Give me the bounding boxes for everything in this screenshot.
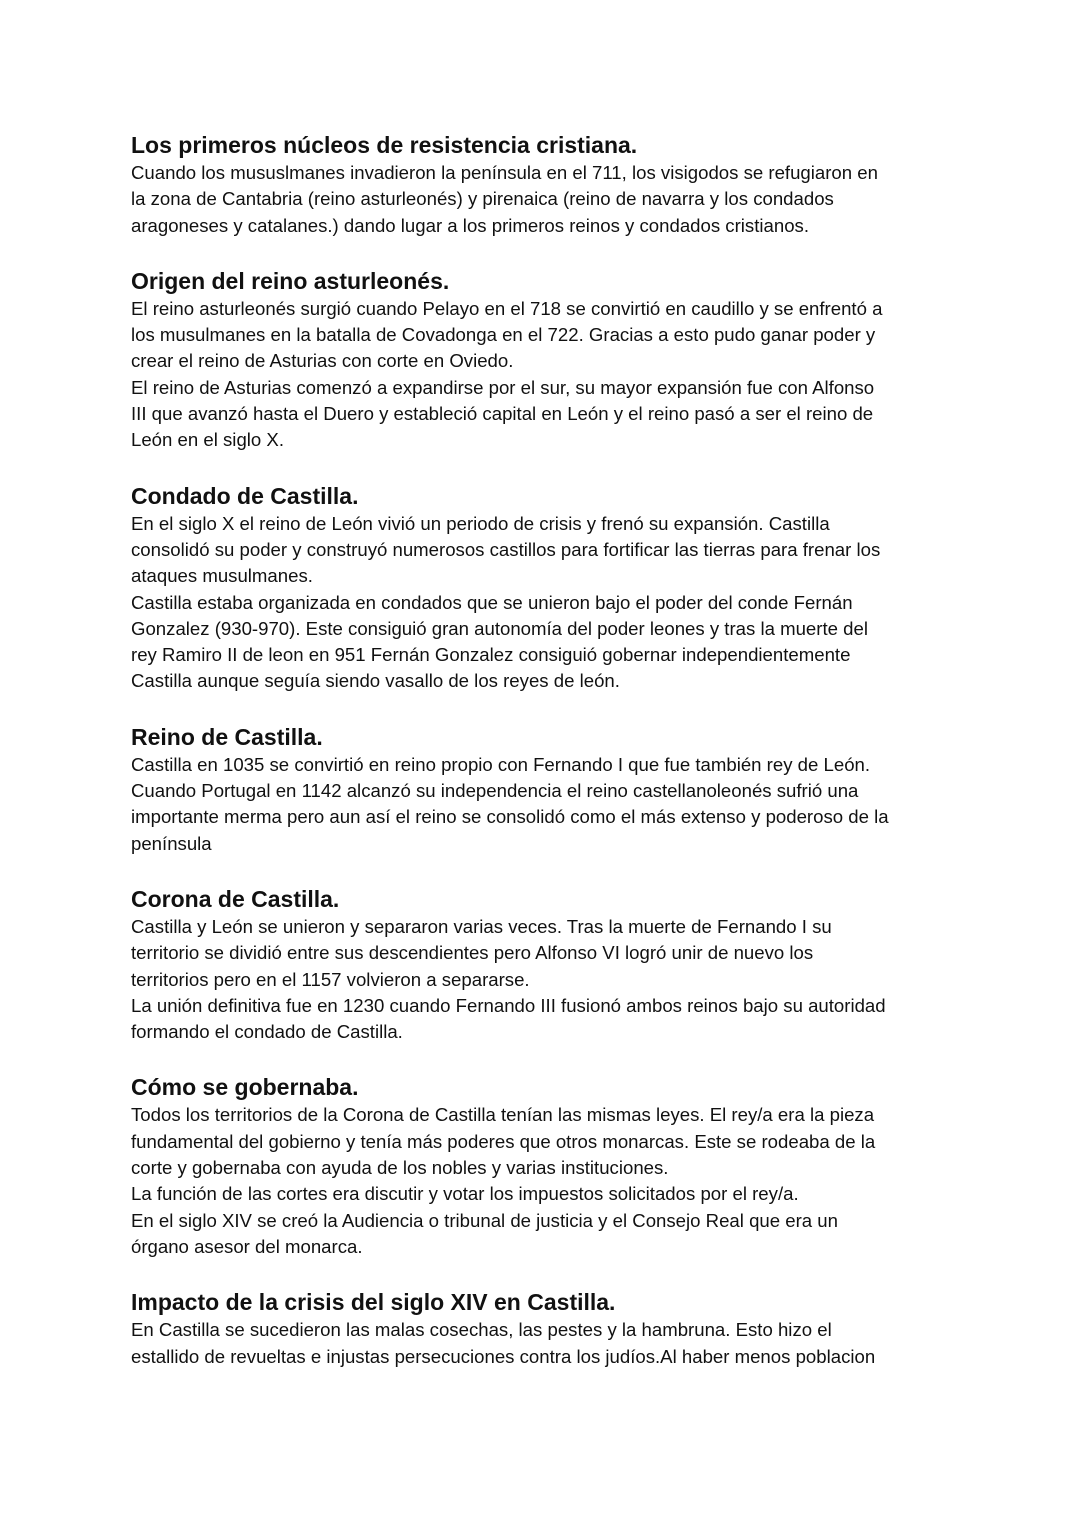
section [131, 481, 961, 695]
section [131, 266, 961, 454]
text-line: En el siglo X el reino de León vivió un periodo de crisis y frenó su expansión. Castilla [131, 512, 830, 534]
section-heading: Reino de Castilla. [131, 723, 323, 750]
text-line: territorio se dividió entre sus descendientes pero Alfonso VI logró unir de nuevo los [131, 942, 814, 964]
section-heading: Condado de Castilla. [131, 482, 359, 509]
paragraph [131, 914, 961, 993]
text-line: los musulmanes en la batalla de Covadonga en el 722. Gracias a esto pudo ganar poder y [131, 324, 876, 346]
text-line: En el siglo XIV se creó la Audiencia o tribunal de justicia y el Consejo Real que era un [131, 1209, 838, 1231]
text-line: Todos los territorios de la Corona de Castilla tenían las mismas leyes. El rey/a era la pieza [131, 1104, 875, 1126]
paragraph [131, 160, 961, 239]
section [131, 722, 961, 857]
text-line: La unión definitiva fue en 1230 cuando Fernando III fusionó ambos reinos bajo su autoridad [131, 994, 886, 1016]
section [131, 130, 961, 239]
text-line: Castilla en 1035 se convirtió en reino propio con Fernando I que fue también rey de León. [131, 753, 871, 775]
text-line: formando el condado de Castilla. [131, 1021, 403, 1043]
text-line: León en el siglo X. [131, 429, 284, 451]
text-line: órgano asesor del monarca. [131, 1235, 363, 1257]
paragraph [131, 1102, 961, 1181]
text-line: El reino asturleonés surgió cuando Pelayo en el 718 se convirtió en caudillo y se enfrentó a [131, 297, 883, 319]
text-line: Castilla estaba organizada en condados que se unieron bajo el poder del conde Fernán [131, 591, 853, 613]
text-line: península [131, 832, 212, 854]
text-line: Cuando los mususlmanes invadieron la península en el 711, los visigodos se refugiaron en [131, 162, 878, 183]
text-line: crear el reino de Asturias con corte en Oviedo. [131, 350, 514, 372]
paragraph [131, 993, 961, 1046]
text-line: En Castilla se sucedieron las malas cosechas, las pestes y la hambruna. Esto hizo el [131, 1319, 832, 1341]
text-line: la zona de Cantabria (reino asturleonés) y pirenaica (reino de navarra y los condados [131, 188, 834, 210]
section [131, 884, 961, 1045]
paragraph [131, 1208, 961, 1261]
text-line: Castilla aunque seguía siendo vasallo de los reyes de león. [131, 670, 620, 692]
paragraph [131, 590, 961, 695]
text-line: territorios pero en el 1157 volvieron a separarse. [131, 968, 530, 990]
section-heading: Origen del reino asturleonés. [131, 267, 450, 294]
text-line: fundamental del gobierno y tenía más poderes que otros monarcas. Este se rodeaba de la [131, 1130, 876, 1152]
text-line: Castilla y León se unieron y separaron varias veces. Tras la muerte de Fernando I su [131, 915, 832, 937]
document-page [131, 130, 961, 1370]
section-heading: Cómo se gobernaba. [131, 1074, 359, 1101]
text-line: estallido de revueltas e injustas persecuciones contra los judíos.Al haber menos poblacion [131, 1345, 876, 1367]
text-line: rey Ramiro II de leon en 951 Fernán Gonzalez consiguió gobernar independientemente [131, 644, 851, 666]
section-heading: Los primeros núcleos de resistencia cristiana. [131, 132, 638, 158]
paragraph [131, 1181, 961, 1207]
section-heading: Corona de Castilla. [131, 885, 340, 912]
paragraph [131, 375, 961, 454]
text-line: El reino de Asturias comenzó a expandirse por el sur, su mayor expansión fue con Alfonso [131, 376, 875, 398]
text-line: III que avanzó hasta el Duero y estableció capital en León y el reino pasó a ser el reino de [131, 403, 874, 425]
text-line: corte y gobernaba con ayuda de los nobles y varias instituciones. [131, 1157, 669, 1179]
section-heading: Impacto de la crisis del siglo XIV en Castilla. [131, 1289, 616, 1316]
text-line: Gonzalez (930-970). Este consiguió gran autonomía del poder leones y tras la muerte del [131, 617, 868, 639]
text-line: Cuando Portugal en 1142 alcanzó su independencia el reino castellanoleonés sufrió una [131, 780, 859, 802]
section [131, 1287, 961, 1370]
text-line: aragoneses y catalanes.) dando lugar a los primeros reinos y condados cristianos. [131, 214, 810, 236]
section [131, 1072, 961, 1260]
text-line: importante merma pero aun así el reino se consolidó como el más extenso y poderoso de la [131, 806, 889, 828]
paragraph [131, 296, 961, 375]
text-line: consolidó su poder y construyó numerosos castillos para fortificar las tierras para frenar los [131, 538, 881, 560]
text-line: ataques musulmanes. [131, 565, 313, 587]
text-line: La función de las cortes era discutir y votar los impuestos solicitados por el rey/a. [131, 1183, 799, 1205]
paragraph [131, 752, 961, 857]
paragraph [131, 1317, 961, 1370]
paragraph [131, 511, 961, 590]
